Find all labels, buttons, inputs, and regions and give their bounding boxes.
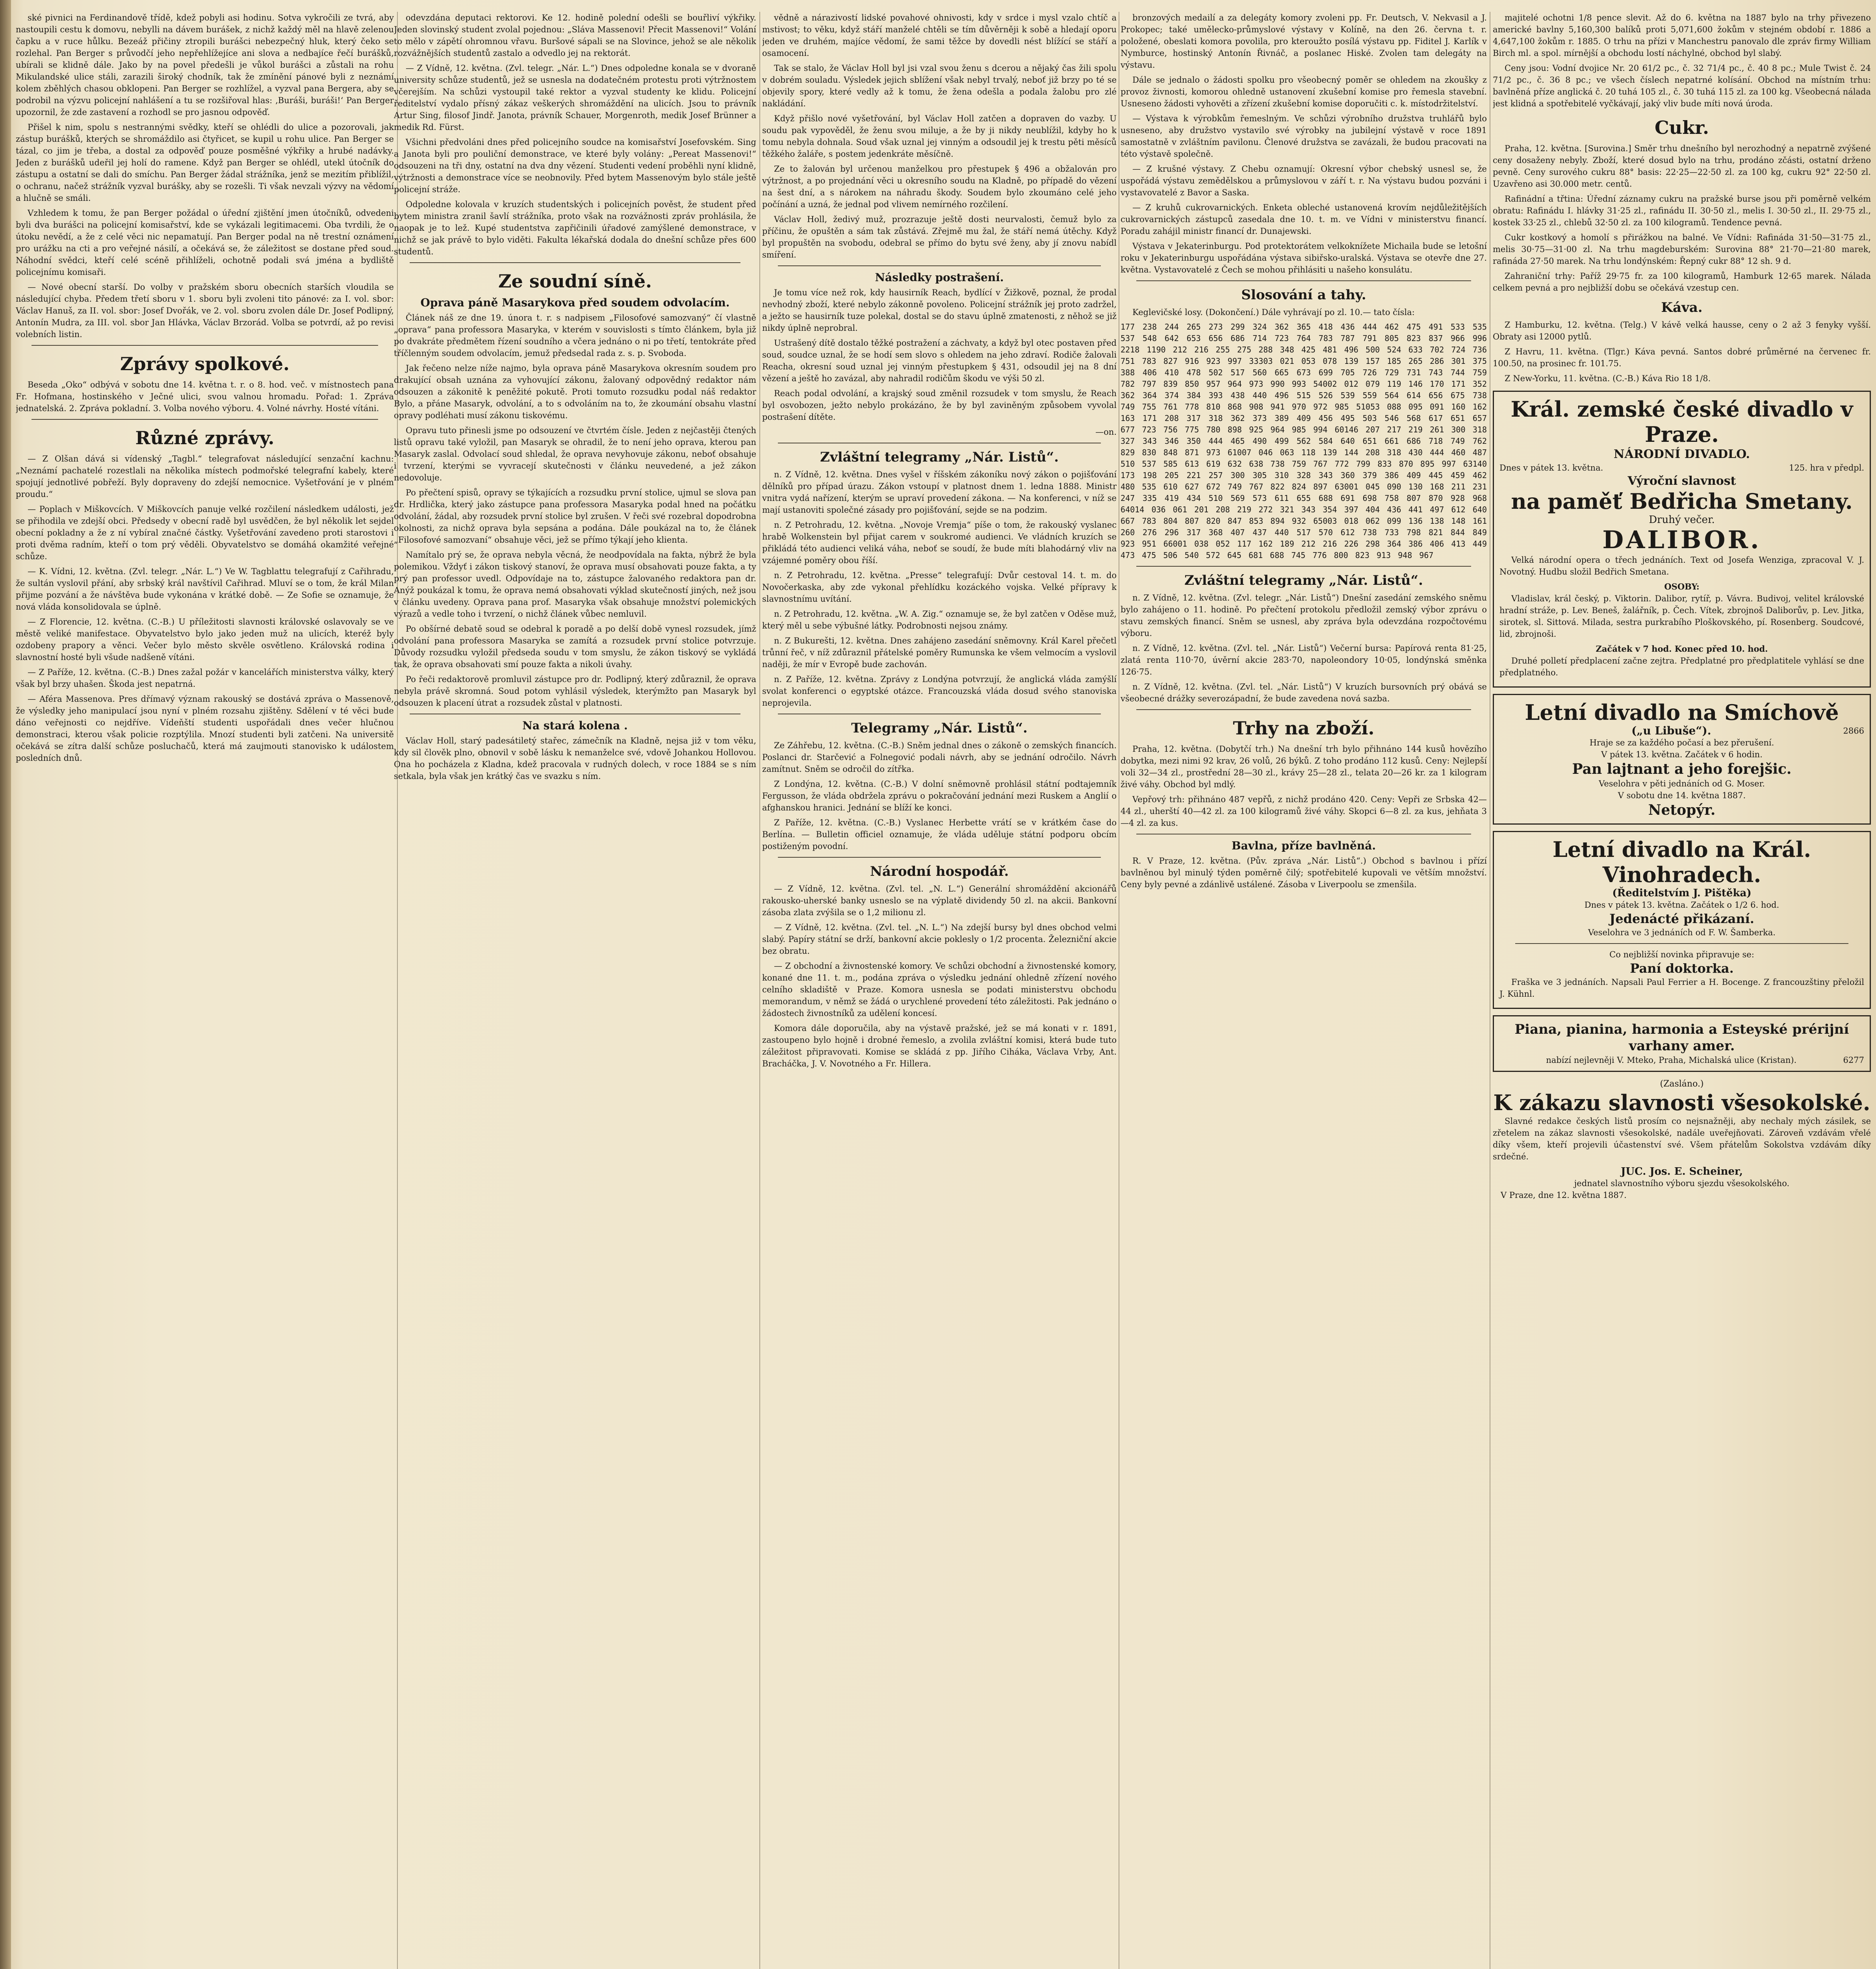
paragraph: Vepřový trh: přihnáno 487 vepřů, z nichž prodáno 420. Ceny: Vepři ze Srbska 42—44 zl., uherští 40—42 zl. za 100 kilogramů živé váhy. Skopci 6—8 zl. za kus, jehňata 3—4 zl. za kus. xyxy=(1121,795,1487,828)
section-heading: Zvláštní telegramy „Nár. Listů“. xyxy=(1184,573,1423,588)
paragraph: — Nové obecní starší. Do volby v pražském sboru obecních starších vloudila se následující chyba. Předem třetí sboru v 1. sboru byli zvoleni tito pánové: za I. vol. sbor: Václav Hanuš, za II. vol. sbor: Josef Dvořák, ve 2. vol. sboru zvolen dále Dr. Josef Podlipný, Antonín Mudra, za III. vol. sbor Jan Hlávka, Václav Brzorád. Volba se potvrdí, až po revisi volebních listin. xyxy=(16,282,394,339)
paragraph: Odpoledne kolovala v kruzích studentských i policejních pověst, že student před bytem ministra zranil šavlí strážníka, proto však na rozvážnosti zpráv prohlásila, že naopak je to lež. Kupé studentstva zapřičinili úřadové zamýšlené demonstrace, v nichž se jak právě to bylo viděti. Fakulta lékařská dodala do dnešní schůze přes 600 studentů. xyxy=(394,200,756,256)
paragraph: Z New-Yorku, 11. května. (C.-B.) Káva Rio 18 1/8. xyxy=(1505,374,1711,383)
paragraph: Praha, 12. května. (Dobytčí trh.) Na dnešní trh bylo přihnáno 144 kusů hovězího dobytka, mezi nimi 92 krav, 26 volů, 26 býků. Z toho prodáno 112 kusů. Ceny: Nejlepší voli 32—34 zl., prostřední 28—30 zl., krávy 25—28 zl., telata 20—26 kr. za 1 kilogram živé váhy. Obchod byl mdlý. xyxy=(1121,744,1487,789)
section-heading: Různé zprávy. xyxy=(135,427,275,449)
paragraph: Ze to žalován byl určenou manželkou pro přestupek § 496 a obžalován pro výtržnost, a po projednání věci u okresního soudu na Kladně, po případě do vězení na šest dní, a s nárokem na náhradu škody. Soudem bylo zkoumáno celé jeho počínání a uzná, že jednal pod vlivem nemírného rozčilení. xyxy=(762,164,1117,209)
ad-sub-row xyxy=(1499,725,1864,737)
ad-play: Netopýr. xyxy=(1648,802,1716,818)
paragraph: — Z Olšan dává si vídenský „Tagbl.“ telegrafovat následující senzační kachnu: „Neznámí pachatelé rozestlali na několika místech podmořské telegrafní kabely, které spojují jednotlivé pobřeží. Byly dopraveny do zdejší nemocnice. Vyšetřování je v plném proudu.“ xyxy=(16,454,394,499)
paragraph: — Z Vídně, 12. května. (Zvl. telegr. „Nár. L.“) Dnes odpoledne konala se v dvoraně university schůze studentů, jež se usnesla na dodatečném protestu proti výtržnostem včerejším. Na schůzi vystoupil také rektor a vyzval studenty ke klidu. Policejní ředitelství vydalo přísný zákaz veškerých shromáždění na ulicích. Jsou to právník Artur Sing, filosof Jindř. Janota, právník Schauer, Morgenroth, medik Josef Brünner a medik Rd. Fürst. xyxy=(394,63,756,132)
paragraph: — Z Vídně, 12. května. (Zvl. tel. „N. L.“) Generální shromáždění akcionářů rakousko-uherské banky usneslo se na výplatě dividendy 50 zl. na akcii. Bankovní zásoba zlata zvýšila se o 1,2 milionu zl. xyxy=(762,884,1117,917)
paragraph: Ze Záhřebu, 12. května. (C.-B.) Sněm jednal dnes o zákoně o zemských financích. Poslanci dr. Starčević a Folnegović podali návrh, aby se jednání odročilo. Návrh zamítnut. Sněm se odročil do zítřka. xyxy=(762,741,1117,774)
paragraph: Keglevičské losy. (Dokončení.) Dále vyhrávají po zl. 10.— tato čísla: xyxy=(1132,308,1415,317)
paragraph: Přišel k nim, spolu s nestrannými svědky, kteří se ohlédli do ulice a pozorovali, jak zástup burášků, kterých se shromáždilo asi čtyřicet, se kupil u rohu ulice. Pan Berger se tázal, co jim je třeba, a dostal za odpověď pouze posměšné výkřiky a hrubé nadávky. Jeden z burášků udeřil jej holí do ramene. Když pan Berger se ohlédl, utekl útočník do zástupu a ostatní se dali do smíchu. Pan Berger žádal strážníka, jenž se mezitím přiblížil, o ochranu, načež strážník vyzval burášky, aby se rozešli. Ti však nevzali výzvy na vědomí a hlučně se smáli. xyxy=(16,122,394,203)
paragraph: Ceny jsou: Vodní dvojice Nr. 20 61/2 pc., č. 32 71/4 pc., č. 40 8 pc.; Mule Twist č. 24 71/2 pc., č. 36 8 pc.; ve všech číslech nepatrné kolísání. Obchod na místním trhu: bavlněná příze anglická č. 20 tuhá 105 zl., č. 30 tuhá 115 zl. za 100 kg. Všeobecná nálada jest klidná a spotřebitelé vyčkávají, jaký vliv bude míti nová úroda. xyxy=(1493,63,1871,108)
ad-event: Výroční slavnost xyxy=(1627,474,1736,488)
ad-cast: Vladislav, král český, p. Viktorin. Dalibor, rytíř, p. Vávra. Budivoj, velitel královské hradní stráže, p. Lev. Beneš, žalářník, p. Čech. Vítek, zbrojnoš Daliborův, p. Lev. Jitka, sirotek, sl. Sittová. Milada, sestra purkrabího Ploškovského, pí. Rosenberg. Soudcové, lid, zbrojnoši. xyxy=(1499,594,1864,639)
paragraph: Z Londýna, 12. května. (C.-B.) V dolní sněmovně prohlásil státní podtajemník Fergusson, že vláda obdržela zprávu o pokračování jednání mezi Ruskem a Anglií o afghanskou hranici. Jednání se blíží ke konci. xyxy=(762,779,1117,812)
paragraph: Václav Holl, starý padesátiletý stařec, zámečník na Kladně, nejsa již v tom věku, kdy sil člověk plno, obnovil v sobě lásku k nemanželce své, vdově Johankou Hollovou. Ona ho pocházela z Kladna, kdež pracovala v rudných dolech, v roce 1884 se s ním setkala, byla však jen krátký čas ve svazku s ním. xyxy=(394,736,756,781)
paragraph: n. Z Vídně, 12. května. Dnes vyšel v říšském zákoníku nový zákon o pojišťování dělníků pro případ úrazu. Zákon vstoupí v platnost dnem 1. ledna 1888. Ministr vnitra vydá nařízení, kterým se upraví provedení zákona. — Na konferenci, v níž se mají ustanoviti společné zásady pro pojišťování, sejde se na podzim. xyxy=(762,470,1117,515)
notice-title: K zákazu slavnosti všesokolské. xyxy=(1493,1090,1870,1115)
ad-opera-title: DALIBOR. xyxy=(1602,525,1761,554)
paragraph: — Z obchodní a živnostenské komory. Ve schůzi obchodní a živnostenské komory, konané dne 11. t. m., podána zpráva o výsledku jednání ohledně zřízení nového celního skladiště v Praze. Komora usnesla se podati ministerstvu obchodu memorandum, v němž se žádá o urychlené provedení této záležitosti. Pak jednáno o žádostech živnostníků za udělení koncesí. xyxy=(762,961,1117,1018)
paragraph: — Poplach v Miškovcích. V Miškovcích panuje velké rozčilení následkem události, jež se přihodila ve zdejší obci. Předsedy v obecní radě byl usvědčen, že byl několik let sejdel obecní pokladny a že z ní vybíral značné částky. Vyšetřování zavedeno proti starostovi i proti dvěma radním, kteří o tom prý věděli. Obyvatelstvo se domáhá okamžité veřejné schůze. xyxy=(16,504,394,561)
column-2 xyxy=(394,12,756,1969)
ad-sub: („u Libuše“). xyxy=(1631,724,1711,737)
paragraph: Po obšírné debatě soud se odebral k poradě a po delší době vynesl rozsudek, jímž odvolání pana professora Masaryka se zamítá a rozsudek první stolice potvrzuje. Důvody rozsudku vyložil předseda soudu v tom smyslu, že zákon tiskový se vykládá tak, že oprava obsahovati smí pouze fakta a nikoli úvahy. xyxy=(394,624,756,669)
paragraph: — Aféra Massenova. Pres dřímavý význam rakouský se dostává zpráva o Massenově, že výsledky jeho manipulací jsou nyní v plném rozsahu zjištěny. Sdělení v té věci bude dáno veřejnosti co nejdříve. Vídeňští studenti uspořádali dnes večer hlučnou demonstraci, kterou však policie rozptýlila. Mnozí studenti byli zatčeni. Na universitě očekává se zítra další schůze posluchačů, která má zaujmouti stanovisko k událostem posledních dnů. xyxy=(16,694,394,763)
divider xyxy=(410,262,740,263)
divider xyxy=(778,857,1101,858)
column-4 xyxy=(1121,12,1487,1969)
article-title: Následky postrašení. xyxy=(875,271,1004,284)
ad-title: Piana, pianina, harmonia a Esteyské prérijní varhany amer. xyxy=(1514,1022,1849,1054)
paragraph: Zahraniční trhy: Paříž 29·75 fr. za 100 kilogramů, Hamburk 12·65 marek. Nálada celkem pevná a pro nejbližší dobu se očekává vzestup cen. xyxy=(1493,271,1871,293)
section-heading: Cukr. xyxy=(1655,117,1709,138)
paragraph: Výstava v Jekaterinburgu. Pod protektorátem velkoknížete Michaila bude se letošní roku v Jekaterinburgu uspořádána výstava sibiřsko-uralská. Výstava se otevře dne 27. května. Vystavovatelé z Čech se mohou přihlásiti u našeho konsulátu. xyxy=(1121,241,1487,274)
ad-line: Veselohra ve 3 jednáních od F. W. Šamberka. xyxy=(1588,928,1776,937)
page-binding-edge xyxy=(0,0,11,1969)
ad-play: Pan lajtnant a jeho forejšic. xyxy=(1572,761,1792,777)
lottery-numbers: 177 238 244 265 273 299 324 362 365 418 436 444 462 475 491 533 535 537 548 642 653 656 686 714 723 764 783 787 791 805 823 837 966 996 2218 1190 212 216 255 275 288 348 425 481 496 500 524 633 702 724 736 751 783 827 916 923 997 33303 021 053 078 139 157 185 265 286 301 375 388 406 410 478 502 517 560 665 673 699 705 726 729 731 743 744 759 782 797 839 850 957 964 973 990 993 54002 012 079 119 146 170 171 352 362 364 374 384 393 438 440 496 515 526 539 559 564 614 656 675 738 749 755 761 778 810 868 908 941 970 972 985 51053 088 095 091 160 162 163 171 208 317 318 362 373 389 409 456 495 503 546 568 617 651 657 677 723 756 775 780 898 925 964 985 994 60146 207 217 219 261 300 318 327 343 346 350 444 465 490 499 562 584 640 651 661 686 718 749 762 829 830 848 871 973 61007 046 063 118 139 144 208 318 430 444 460 487 510 537 585 613 619 632 638 738 759 767 772 799 833 870 895 997 63140 173 198 205 221 257 300 305 310 328 343 360 379 386 409 445 459 462 480 535 610 627 672 749 767 822 824 897 63001 045 090 130 168 211 231 247 335 419 434 510 569 573 611 655 688 691 698 758 807 870 928 968 64014 036 061 201 208 219 272 321 343 354 397 404 436 441 497 612 640 667 783 804 807 820 847 853 894 932 65003 018 062 099 136 138 148 161 260 276 296 317 368 407 437 440 517 570 612 738 733 798 821 844 849 923 951 66001 038 052 117 162 189 212 216 226 298 364 386 406 413 449 473 475 506 540 572 645 681 688 745 776 800 823 913 948 967 xyxy=(1121,322,1487,560)
ad-desc: Velká národní opera o třech jednáních. Text od Josefa Wenziga, zpracoval V. J. Novotný. Hudbu složil Bedřich Smetana. xyxy=(1499,555,1864,577)
ad-line: V pátek 13. května. Začátek v 6 hodin. xyxy=(1601,750,1763,759)
ad-line: V sobotu dne 14. května 1887. xyxy=(1618,791,1746,800)
ad-date-row xyxy=(1499,462,1864,474)
section-heading: Telegramy „Nár. Listů“. xyxy=(851,720,1028,736)
paragraph: Ustrašený dítě dostalo těžké postražení a záchvaty, a když byl otec postaven před soud, soudce uznal, že se hodí sem slovo s ohledem na jeho zdraví. Rodiče žalovali Reacha, okresní soud uznal jej vinným přestupkem § 431, odsoudil jej na 8 dní vězení a ještě ho zavázal, aby nahradil rodičům škodu ve výši 50 zl. xyxy=(762,338,1117,383)
piano-ad xyxy=(1493,1015,1871,1072)
notice-sokol xyxy=(1493,1078,1871,1201)
notice-date: V Praze, dne 12. května 1887. xyxy=(1501,1190,1627,1200)
column-5 xyxy=(1493,12,1871,1969)
ad-num: 6277 xyxy=(1843,1055,1864,1065)
section-heading: Národní hospodář. xyxy=(870,864,1009,879)
ad-event-big: na paměť Bedřicha Smetany. xyxy=(1511,489,1853,514)
notice-pre: (Zasláno.) xyxy=(1660,1079,1704,1089)
theatre-ad-smichov xyxy=(1493,694,1871,825)
ad-line: Co nejbližší novinka připravuje se: xyxy=(1609,950,1754,959)
paragraph: vědně a nárazivostí lidské povahové ohnivosti, kdy v srdce i mysl vzalo chtíč a mstivost; to věku, když stáří manželé chtěli se tím důvěrněji k sobě a hledají oporu jeden ve druhém, majíce vědomí, že sami těžce by dovedli nést blížící se stáří a osamocení. xyxy=(762,13,1117,58)
paragraph: Dále se jednalo o žádosti spolku pro všeobecný poměr se ohledem na zkoušky z provoz živnosti, komorou ohledně ustanovení zkušební komise pro řemesla stavební. Usneseno žádosti vyhověti a zřízení zkušební komise doporučiti c. k. místodržitelství. xyxy=(1121,75,1487,108)
paragraph: Opravu tuto přinesli jsme po odsouzení ve čtvrtém čísle. Jeden z nejčastěji čtených listů opravu také vyložil, pan Masaryk se ohradil, že to není jeho oprava, kterou pan Masaryk zaslal. Odvolací soud shledal, že oprava nevyhovuje zákonu, neboť obsahuje i tvrzení, kterými se vyvracejí skutečnosti v článku neuvedené, a jež zákon nedovoluje. xyxy=(394,426,756,482)
ad-note: 125. hra v předpl. xyxy=(1789,463,1864,473)
section-heading: Zprávy spolkové. xyxy=(120,353,290,375)
divider xyxy=(1515,943,1848,944)
paragraph: n. Z Petrohradu, 12. května. „Novoje Vremja“ píše o tom, že rakouský vyslanec hrabě Wolkenstein byl přijat carem v soukromé audienci. Ve vládních kruzích se přikládá této audienci veliká váha, neboť se soudí, že bude míti blahodárný vliv na vzájemné poměry obou říší. xyxy=(762,520,1117,565)
section-heading: Káva. xyxy=(1661,300,1703,315)
paragraph: Jak řečeno nelze níže najmo, byla oprava páně Masarykova okresním soudem pro drakující obsah uznána za vyhovující zákonu, žalovaný odpovědný redaktor nám odsouzen a zákonitě k peněžité pokutě. Proti tomuto rozsudku podal náš redaktor Bylo, a přáne Masaryk, odvolání, a to s odvoláním na to, že zkoumání obsahu vlastní opravy podléhati musí zákonu tiskovému. xyxy=(394,363,756,420)
paragraph: — Výstava k výrobkům řemeslným. Ve schůzi výrobního družstva truhlářů bylo usneseno, aby družstvo vystavilo své výrobky na jubilejní výstavě v roce 1891 samostatně v zvláštním pavilonu. Členové družstva se zavázali, že budou pracovati na této výstavě společně. xyxy=(1121,114,1487,159)
ad-line: Fraška ve 3 jednáních. Napsali Paul Ferrier a H. Bocenge. Z francouzštiny přeložil J. Kühnl. xyxy=(1499,977,1864,999)
paragraph: — K. Vídni, 12. května. (Zvl. telegr. „Nár. L.“) Ve W. Tagblattu telegrafují z Cařihradu, že sultán vyslovil přání, aby srbský král navštívil Cařihrad. Mluví se o tom, že král Milan přijme pozvání a že návštěva bude vykonána v krátké době. — Ze Sofie se oznamuje, že nová vláda konsolidovala se úplně. xyxy=(16,567,394,612)
column-rule xyxy=(759,12,760,1969)
paragraph: Reach podal odvolání, a krajský soud změnil rozsudek v tom smyslu, že Reach byl osvobozen, ježto nebylo prokázáno, že by byl zaviněným způsobem vyvolal postrašení dítěte. xyxy=(762,389,1117,422)
article-title: Na stará kolena . xyxy=(522,719,628,732)
section-heading: Zvláštní telegramy „Nár. Listů“. xyxy=(820,449,1059,465)
paragraph: n. Z Paříže, 12. května. Zprávy z Londýna potvrzují, že anglická vláda zamýšlí svolat konferenci o egyptské otázce. Francouzská vláda dosud svého stanoviska neprojevila. xyxy=(762,675,1117,708)
ad-title: Král. zemské české divadlo v Praze. xyxy=(1510,397,1853,447)
divider xyxy=(1136,709,1471,710)
paragraph: Když přišlo nové vyšetřování, byl Václav Holl zatčen a dopraven do vazby. U soudu pak vypověděl, že ženu svou miluje, a že by ji nikdy neublížil, kdyby ho k tomu nebyla dohnala. Soud však uznal jej vinným a odsoudil jej k trestu pěti měsíců těžkého žaláře, s postem jedenkráte měsíčně. xyxy=(762,114,1117,159)
ad-title: Letní divadlo na Král. Vinohradech. xyxy=(1552,837,1811,887)
section-heading: Bavlna, příze bavlněná. xyxy=(1231,839,1376,852)
ad-title: Letní divadlo na Smíchově xyxy=(1525,700,1839,725)
paragraph: Po přečtení spisů, opravy se týkajících a rozsudku první stolice, ujmul se slova pan dr. Hrdlička, který jako zástupce pana professora Masaryka podal hned na počátku odvolání, žádal, aby rozsudek první stolice byl zrušen. V řeči své rozebral dopodrobna okolnosti, za nichž oprava byla sepsána a podána. Dále poukázal na to, že článek „Filosofové samozvaní“ obsahuje věci, jež se přímo týkají jeho klienta. xyxy=(394,488,756,545)
article-title: Oprava páně Masarykova před soudem odvolacím. xyxy=(420,296,730,309)
paragraph: Rafinádní a třtina: Úřední záznamy cukru na pražské burse jsou při poměrně velkém obratu: Rafinádu I. hlávky 31·25 zl., rafinádu II. 30·50 zl., melis I. 30·50 zl., II. 29·75 zl., kostek 33·25 zl., chlebů 32·50 zl. za 100 kilogramů. Tendence pevná. xyxy=(1493,194,1871,227)
ad-row xyxy=(1499,1054,1864,1066)
ad-line: nabízí nejlevněji V. Mteko, Praha, Michalská ulice (Kristan). xyxy=(1546,1055,1797,1065)
paragraph: — Z krušné výstavy. Z Chebu oznamují: Okresní výbor chebský usnesl se, že uspořádá výstavu zemědělskou a průmyslovou v září t. r. Na výstavu budou pozváni i vystavovatelé z Bavor a Saska. xyxy=(1121,164,1487,197)
paragraph: — Z Vídně, 12. května. (Zvl. tel. „N. L.“) Na zdejší bursy byl dnes obchod velmi slabý. Papíry státní se drží, bankovní akcie poklesly o 1/2 procenta. Železniční akcie bez obratu. xyxy=(762,923,1117,956)
section-heading: Trhy na zboží. xyxy=(1233,718,1375,739)
paragraph: Cukr kostkový a homolí s přirážkou na balné. Ve Vídni: Rafináda 31·50—31·75 zl., melis 30·75—31·00 zl. Na trhu magdeburském: Surovina 88° 21·70—21·80 marek, rafináda 27·50 marek. Na trhu londýnském: Řepný cukr 88° 12 sh. 9 d. xyxy=(1493,233,1871,266)
paragraph: Komora dále doporučila, aby na výstavě pražské, jež se má konati v r. 1891, zastoupeno bylo hojně i drobné řemeslo, a zvolila zvláštní komisi, která bude tuto záležitost připravovati. Komise se skládá z pp. Jiřího Ciháka, Václava Vrby, Ant. Bracháčka, J. V. Novotného a Fr. Hillera. xyxy=(762,1023,1117,1068)
paragraph: bronzových medailí a za delegáty komory zvoleni pp. Fr. Deutsch, V. Nekvasil a J. Prokopec; také umělecko-průmyslové výstavy v Kolíně, na den 26. června t. r. položené, obeslati komora povolila, pro kteroužto posílá výstavu pp. Fiditel J. Karlík v Nymburce, hostinský Antonín Řivnáč, a poslanec Hiské. Zvolen tam delegáty na výstavu. xyxy=(1121,13,1487,70)
divider xyxy=(32,419,378,420)
paragraph: Článek náš ze dne 19. února t. r. s nadpisem „Filosofové samozvaný“ čí vlastně „oprava“ pana professora Masaryka, v kterém v souvislosti s tímto článkem, byla již po dvakráte předmětem řízení soudního a včera jednáno o ni po třetí, tentokráte před tříčlenným soudem odvolacím, jemuž předsedal rada z. s. p. Svoboda. xyxy=(394,313,756,358)
paragraph: Namítalo prý se, že oprava nebyla věcná, že neodpovídala na fakta, nýbrž že byla polemikou. Vždyť i zákon tiskový stanoví, že oprava musí obsahovati pouze fakta, a ty prý pan professor uvedl. Odpovídaje na to, zástupce žalovaného redaktora pan dr. Anýž poukázal k tomu, že oprava nemá obsahovati výklad skutečností jiných, než jsou v článku uvedeny. Oprava pana prof. Masaryka však obsahuje množství polemických výrazů a vedle toho i tvrzení, o nichž článek vůbec nemluvil. xyxy=(394,550,756,619)
paragraph: Po řeči redaktorově promluvil zástupce pro dr. Podlipný, který zdůraznil, že oprava nebyla právě skromná. Soud potom vyhlásil výsledek, kterýmžto pan Masaryk byl odsouzen k placení útrat a rozsudek zůstal v platnosti. xyxy=(394,675,756,708)
divider xyxy=(1136,566,1471,567)
column-3 xyxy=(762,12,1117,1969)
paragraph: n. Z Petrohradu, 12. května. „W. A. Zig.“ oznamuje se, že byl zatčen v Oděse muž, který měl u sebe výbušné látky. Podrobnosti nejsou známy. xyxy=(762,609,1117,630)
theatre-ad-vinohrady xyxy=(1493,831,1871,1009)
paragraph: n. Z Bukurešti, 12. května. Dnes zahájeno zasedání sněmovny. Král Karel přečetl trůnní řeč, v níž zdůraznil přátelské poměry Rumunska ke všem velmocím a vyslovil naději, že mír v Evropě bude zachován. xyxy=(762,636,1117,669)
paragraph: — Z Paříže, 12. května. (C.-B.) Dnes zažal požár v kancelářích ministerstva války, který však byl brzy uhašen. Škoda jest nepatrná. xyxy=(16,667,394,689)
paragraph: n. Z Vídně, 12. května. (Zvl. telegr. „Nár. Listů“) Dnešní zasedání zemského sněmu bylo zahájeno o 11. hodině. Po přečtení protokolu předložil zemský výbor zprávu o stavu zemských financí. Sněm se usnesl, aby zpráva byla odevzdána rozpočtovému výboru. xyxy=(1121,593,1487,638)
paragraph: Všichni předvoláni dnes před policejního soudce na komisařství Josefovském. Sing a Janota byli pro pouliční demonstrace, ve které byly volány: „Pereat Massenovi!“ odsouzeni na tři dny, ostatní na dva dny vězení. Studenti vedení proběhli nyní klidně, výtržnosti a demonstrace více se neobnovily. Před bytem Massenovým bylo stále ještě policejní stráže. xyxy=(394,137,756,194)
paragraph: R. V Praze, 12. května. (Pův. zpráva „Nár. Listů“.) Obchod s bavlnou i přízí bavlněnou byl minulý týden poměrně čilý; spotřebitelé kupovali ve větším množství. Ceny byly pevné a zdánlivě ustálené. Zásoba v Liverpoolu se zmenšila. xyxy=(1121,856,1487,889)
ad-sub: (Ředitelstvím J. Pištěka) xyxy=(1612,887,1752,899)
theatre-ad-national xyxy=(1493,391,1871,688)
divider xyxy=(1136,280,1471,281)
ad-play: Jedenácté přikázaní. xyxy=(1609,911,1754,926)
notice-sign: JUC. Jos. E. Scheiner, xyxy=(1621,1166,1743,1177)
paragraph: n. Z Vídně, 12. května. (Zvl. tel. „Nár. Listů“) Večerní bursa: Papírová renta 81·25, zlatá renta 110·70, úvěrní akcie 283·70, napoleondory 10·05, londýnská směnka 126·75. xyxy=(1121,643,1487,677)
ad-times: Začátek v 7 hod. Konec před 10. hod. xyxy=(1596,644,1768,654)
paragraph: Praha, 12. května. [Surovina.] Směr trhu dnešního byl nerozhodný a nepatrně zvýšené ceny dosaženy nebyly. Zboží, které dosud bylo na trhu, prodáno zčásti, ostatní drženo pevně. Ceny surového cukru 88° basis: 22·25—22·50 zl. za 100 kg, cukru 92° 22·50 zl. Uzavřeno asi 30.000 metr. centů. xyxy=(1493,144,1871,189)
ad-second: Druhý večer. xyxy=(1649,514,1715,526)
ad-play: Paní doktorka. xyxy=(1630,961,1734,976)
ad-date: Dnes v pátek 13. května. xyxy=(1499,463,1603,473)
ad-end: Druhé polletí předplacení začne zejtra. Předplatné pro předplatitele vyhlásí se dne předplatného. xyxy=(1499,656,1864,677)
paragraph: majitelé ochotni 1/8 pence slevit. Až do 6. května na 1887 bylo na trhy přivezeno americké bavlny 5,160,300 balíků proti 5,071,600 žokům v stejném období r. 1886 a 4,647,100 žokům r. 1885. O trhu na přízi v Manchestru panovalo dle zpráv firmy William Birch ml. a spol. mírnější a obchodu lostí náchylné, obchod byl slabý. xyxy=(1493,13,1871,58)
paragraph: odevzdána deputaci rektorovi. Ke 12. hodině polední odešli se bouřliví výkřiky. Jeden slovinský student zvolal pojednou: „Sláva Massenovi! Přecit Massenovi!“ Volání to mělo v zápětí ohromnou vřavu. Buršové sápali se na Slovince, jehož se ale několik rozvážnějších studentů zastalo a odvedlo jej na rektorát. xyxy=(394,13,756,58)
paragraph: — Z Florencie, 12. května. (C.-B.) U příležitosti slavnosti královské oslavovaly se ve městě veliké manifestace. Obyvatelstvo bylo jako jeden muž na ulicích, kteréž byly ozdobeny prapory a věnci. Večer bylo město skvěle osvětleno. Královská rodina i slavnostní hosté byli všude nadšeně vítáni. xyxy=(16,617,394,662)
paragraph: Vzhledem k tomu, že pan Berger požádal o úřední zjištění jmen útočníků, odvedeni byli dva burášci na policejní komisařství, kde se vykázali legitimacemi. Oba tvrdili, že o útoku nevědí, a že z celé věci nic nepamatují. Pan Berger podal na ně trestní oznámení pro urážku na cti a pro veřejné násilí, a očekává se, že záležitost se dostane před soud. Náhodní svědci, kteří celé scéně přihlíželi, ochotně podali svá jména a bydliště policejnímu komisaři. xyxy=(16,208,394,277)
signature: —on. xyxy=(1095,427,1117,437)
paragraph: n. Z Petrohradu, 12. května. „Presse“ telegrafují: Dvůr cestoval 14. t. m. do Novočerkaska, aby zde vykonal přehlídku kozáckého vojska. Velké přípravy k slavnostnímu uvítání. xyxy=(762,571,1117,604)
paragraph: Tak se stalo, že Václav Holl byl jsi vzal svou ženu s dcerou a nějaký čas žili spolu v dobrém souladu. Výsledek jejich sblížení však nebyl trvalý, neboť již brzy po té se objevily spory, které vedly až k tomu, že žena odešla a podala žalobu pro zlé nakládání. xyxy=(762,63,1117,108)
paragraph: Je tomu více než rok, kdy hausirník Reach, bydlící v Žižkově, poznal, že prodal nevhodný zboží, které nebylo zákonně povoleno. Policejní strážník jej proto zadržel, a ježto se hausirník tuze polekal, dostal se do stavu úplně zmatenosti, z něhož se již nikdy úplně neprobral. xyxy=(762,288,1117,333)
divider xyxy=(778,265,1101,266)
paragraph: Z Havru, 11. května. (Tlgr.) Káva pevná. Santos dobré průměrné na červenec fr. 100.50, na prosinec fr. 101.75. xyxy=(1493,347,1871,368)
ad-subtitle: NÁRODNÍ DIVADLO. xyxy=(1614,447,1750,461)
divider xyxy=(32,345,378,346)
section-heading: Ze soudní síně. xyxy=(498,271,652,292)
ad-line: Hraje se za každého počasí a bez přerušení. xyxy=(1589,738,1774,747)
ad-line: Veselohra v pěti jednáních od G. Moser. xyxy=(1599,779,1765,788)
paragraph: ské pivnici na Ferdinandově třídě, kdež pobyli asi hodinu. Sotva vykročili ze tvrá, aby nastoupili cestu k domovu, nebylli na dávem burášek, z nichž každý měl na hlavě zelenou čapku a v ruce hůlku. Bezeáž přičiny ztropili burášci nebezpečný hluk, který čeko se rozlehal. Pan Berger s průvodčí jeho nepřehlížejíce ani slova a nedbajíce řečí burášků, ubírali se klidně dále. Jako by na povel předešli je vůkol burášci a zůstali na rohu Mikulandské ulice stáli, zarazili široký chodník, tak že zmínění pánové byli z neznámí kolem zběhlých chasou obklopeni. Pan Berger se rozhlížel, a vyzval pana Bergera, aby se podrobil na výzvu policejní nahlášení a tu se rozšiřoval hlas: ‚Buráši, buráši!‘ Pan Berger upozornil, že zde zastavení a rozhodl se pro jasnou odpověď. xyxy=(16,13,394,117)
section-heading: Slosování a tahy. xyxy=(1241,287,1366,303)
paragraph: n. Z Vídně, 12. května. (Zvl. tel. „Nár. Listů“) V kruzích bursovních prý obává se všeobecné drážky severozápadní, že bude zavedena nová sazba. xyxy=(1121,682,1487,703)
notice-body: Slavné redakce českých listů prosím co nejsnažněji, aby nechaly mých zásilek, se zřetelem na zákaz slavnosti všesokolské, nadále uveřejňovati. Zároveň vzdávám vřelé díky všem, kteří projevili účastenství své. Všem přátelům Sokolstva vzdávám díky srdečné. xyxy=(1493,1116,1871,1161)
notice-sign2: jednatel slavnostního výboru sjezdu všesokolského. xyxy=(1574,1179,1790,1188)
paragraph: Z Hamburku, 12. května. (Telg.) V kávě velká hausse, ceny o 2 až 3 fenyky vyšší. Obraty asi 12000 pytlů. xyxy=(1493,320,1871,341)
paragraph: Václav Holl, žedivý muž, prozrazuje ještě dosti neurvalosti, čemuž bylo za příčinu, že opuštěn a sám tak zůstává. Zřejmě mu žal, že stáří nemá útěchy. Když byl propuštěn na svobodu, odebral se přímo do bytu své ženy, aby jí znovu nabídl smíření. xyxy=(762,215,1117,260)
paragraph: Z Paříže, 12. května. (C.-B.) Vyslanec Herbette vrátí se v krátkém čase do Berlína. — Bulletin officiel oznamuje, že vláda uděluje státní podporu obcím postiženým povodní. xyxy=(762,818,1117,851)
ad-cast-head: OSOBY: xyxy=(1664,582,1700,591)
paragraph: Beseda „Oko“ odbývá v sobotu dne 14. května t. r. o 8. hod. več. v místnostech pana Fr. Hofmana, hostinského v Ječné ulici, svou valnou hromadu. Pořad: 1. Zpráva jednatelská. 2. Zpráva pokladní. 3. Volba nového výboru. 4. Volné návrhy. Hosté vítáni. xyxy=(16,380,394,413)
column-1 xyxy=(16,12,394,1969)
ad-line: Dnes v pátek 13. května. Začátek o 1/2 6. hod. xyxy=(1584,900,1780,910)
ad-num: 2866 xyxy=(1843,726,1864,736)
paragraph: — Z kruhů cukrovarnických. Enketa obleché ustanovená krovím nejdůležitějších cukrovarnických zástupců zasedala dne 10. t. m. ve Vídni v ministerstvu financí. Poradu zahájil ministr financí dr. Dunajewski. xyxy=(1121,203,1487,236)
